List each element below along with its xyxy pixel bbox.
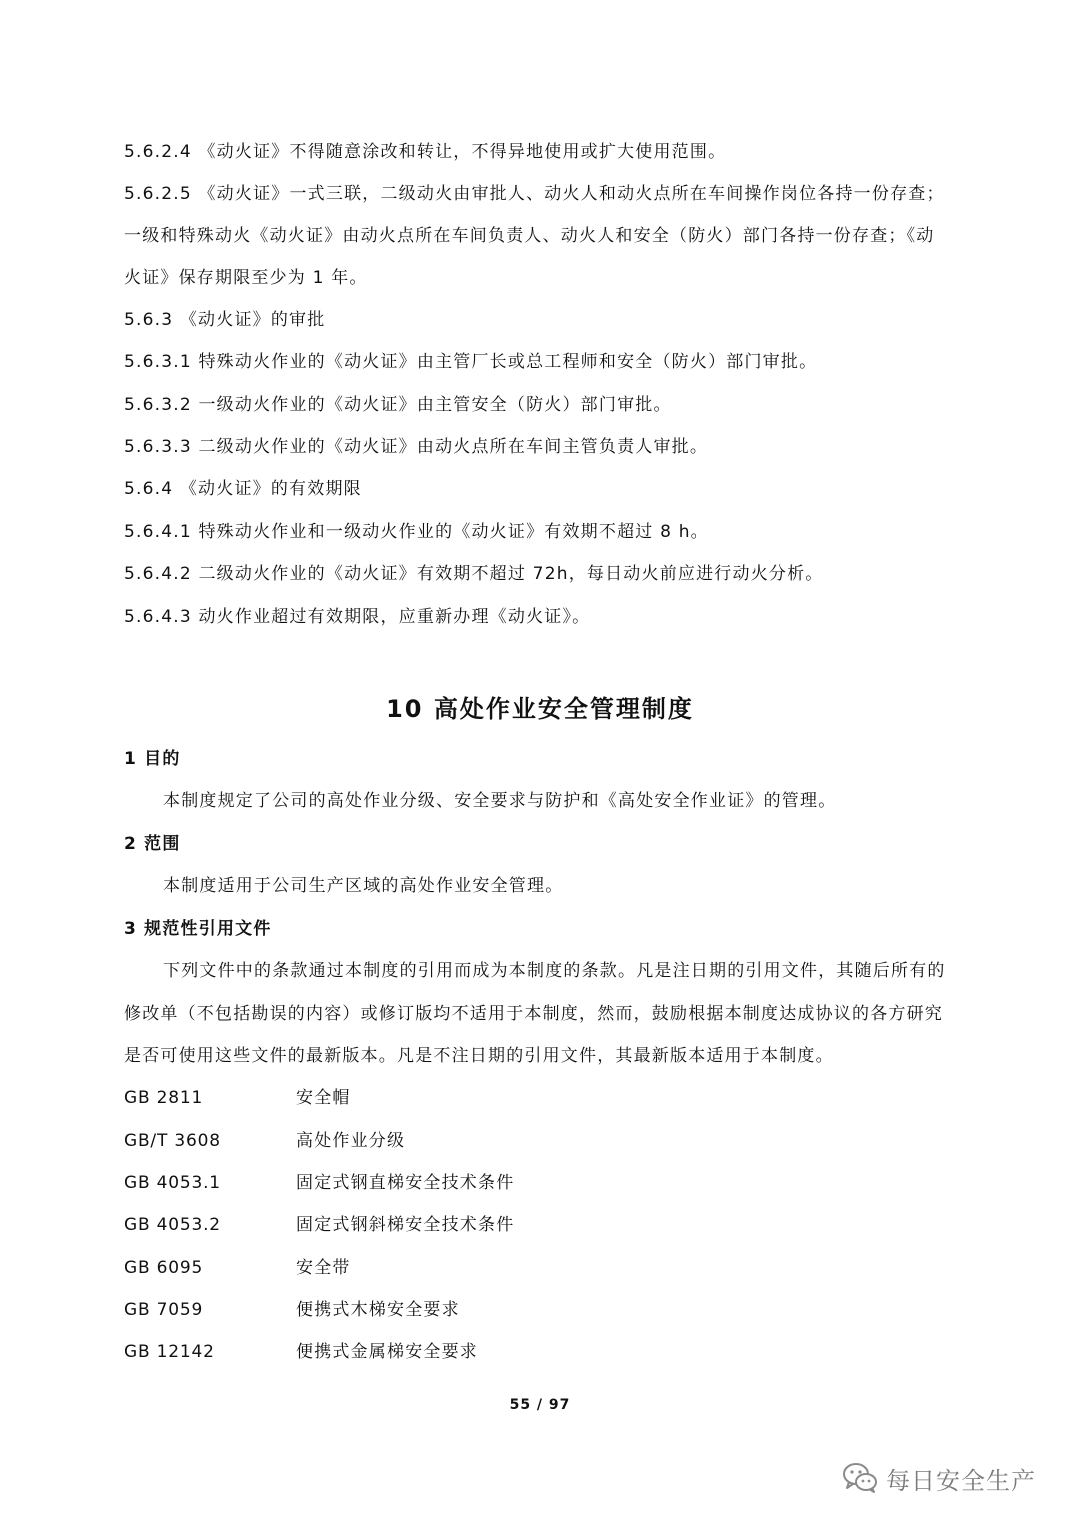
paragraph-5-6-4-1: 5.6.4.1 特殊动火作业和一级动火作业的《动火证》有效期不超过 8 h。: [124, 522, 709, 542]
standard-name: 固定式钢直梯安全技术条件: [296, 1173, 515, 1193]
standard-code: GB 4053.1: [124, 1173, 221, 1193]
paragraph-5-6-4-2: 5.6.4.2 二级动火作业的《动火证》有效期不超过 72h，每日动火前应进行动火分析。: [124, 564, 824, 584]
scope-heading: 2 范围: [124, 834, 181, 854]
standard-name: 便携式木梯安全要求: [296, 1300, 460, 1320]
references-heading: 3 规范性引用文件: [124, 919, 272, 939]
purpose-text: 本制度规定了公司的高处作业分级、安全要求与防护和《高处安全作业证》的管理。: [163, 791, 837, 811]
heading-5-6-3: 5.6.3 《动火证》的审批: [124, 310, 326, 330]
paragraph-5-6-3-1: 5.6.3.1 特殊动火作业的《动火证》由主管厂长或总工程师和安全（防火）部门审批。: [124, 352, 818, 372]
section-title: 10 高处作业安全管理制度: [386, 695, 694, 723]
watermark: [842, 1458, 1036, 1498]
paragraph-5-6-2-5-line-3: 火证》保存期限至少为 1 年。: [124, 268, 368, 288]
standard-code: GB 2811: [124, 1088, 204, 1108]
paragraph-5-6-3-3: 5.6.3.3 二级动火作业的《动火证》由动火点所在车间主管负责人审批。: [124, 437, 709, 457]
paragraph-5-6-2-5-line-1: 5.6.2.5 《动火证》一式三联，二级动火由审批人、动火人和动火点所在车间操作岗位各持一份存查；: [124, 184, 945, 204]
standard-name: 安全带: [296, 1258, 351, 1278]
standard-code: GB 7059: [124, 1300, 204, 1320]
references-text-line-2: 修改单（不包括勘误的内容）或修订版均不适用于本制度，然而，鼓励根据本制度达成协议的各方研究: [124, 1004, 943, 1024]
paragraph-5-6-2-5-line-2: 一级和特殊动火《动火证》由动火点所在车间负责人、动火人和安全（防火）部门各持一份存查；《动: [124, 226, 935, 246]
scope-text: 本制度适用于公司生产区域的高处作业安全管理。: [163, 876, 564, 896]
purpose-heading: 1 目的: [124, 749, 181, 769]
wechat-icon: [842, 1462, 878, 1494]
paragraph-5-6-2-4: 5.6.2.4 《动火证》不得随意涂改和转让，不得异地使用或扩大使用范围。: [124, 142, 727, 162]
references-text-line-1: 下列文件中的条款通过本制度的引用而成为本制度的条款。凡是注日期的引用文件，其随后所有的: [163, 961, 946, 981]
paragraph-5-6-3-2: 5.6.3.2 一级动火作业的《动火证》由主管安全（防火）部门审批。: [124, 395, 672, 415]
page-number: 55 / 97: [509, 1397, 571, 1413]
references-text-line-3: 是否可使用这些文件的最新版本。凡是不注日期的引用文件，其最新版本适用于本制度。: [124, 1046, 834, 1066]
standard-name: 固定式钢斜梯安全技术条件: [296, 1215, 515, 1235]
standard-name: 高处作业分级: [296, 1131, 406, 1151]
heading-5-6-4: 5.6.4 《动火证》的有效期限: [124, 479, 362, 499]
standard-code: GB/T 3608: [124, 1131, 221, 1151]
standard-name: 便携式金属梯安全要求: [296, 1342, 478, 1362]
paragraph-5-6-4-3: 5.6.4.3 动火作业超过有效期限，应重新办理《动火证》。: [124, 607, 591, 627]
standard-name: 安全帽: [296, 1088, 351, 1108]
watermark-text: 每日安全生产: [886, 1466, 1036, 1495]
standard-code: GB 6095: [124, 1258, 204, 1278]
standard-code: GB 4053.2: [124, 1215, 221, 1235]
standard-code: GB 12142: [124, 1342, 215, 1362]
